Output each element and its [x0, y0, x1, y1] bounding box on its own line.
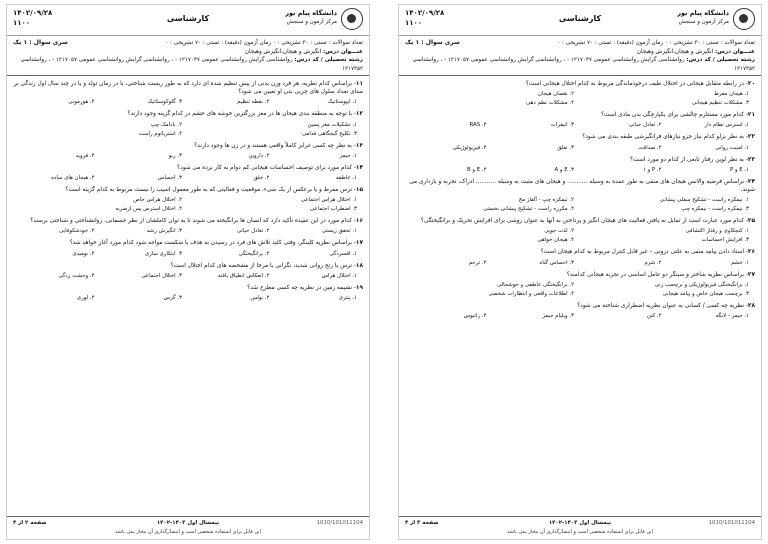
question-number: ۱۵	[355, 187, 363, 194]
question-text-line: ۱۹- نشیمه زمین در نظریه چه کسی مطرح شد؟	[247, 284, 363, 291]
answer-option[interactable]: ۱. هیجان مفرط	[713, 91, 749, 98]
answer-options	[405, 312, 755, 321]
university-name: دانشگاه پیام نور	[285, 9, 337, 17]
answer-option[interactable]: ۳. گرس	[163, 295, 182, 302]
question	[405, 80, 755, 108]
exam-date: ۱۴۰۲/۰۹/۲۸	[405, 9, 445, 17]
answer-options	[13, 196, 363, 214]
answer-options	[13, 227, 363, 236]
question-number: ۲۸	[747, 302, 755, 309]
answer-option[interactable]: ۲. تعادل حیاتی	[628, 122, 662, 129]
footer-code: 1010/101011104	[316, 520, 363, 526]
question-number: ۱۷	[355, 240, 363, 247]
answer-option[interactable]: ۴. نومیدی	[72, 250, 95, 257]
answer-option[interactable]: ۱. عاطفه	[335, 175, 357, 182]
question-text: کدام مورد برای توصیف احساسات هیجانی کم دوام به کار برده می شود؟	[177, 164, 352, 171]
answer-option[interactable]: ۴. استریاتوم راست	[138, 130, 182, 137]
question-number: ۲۳	[747, 156, 755, 163]
question-series: سری سوال : ۱ یک	[405, 39, 460, 46]
question-text: به نظر لوین رفتار تابعی از کدام دو مورد است؟	[630, 156, 744, 163]
answer-option[interactable]: ۴. فروید	[75, 152, 95, 159]
answer-option[interactable]: ۱. امنیت روانی	[715, 144, 749, 151]
answer-option[interactable]: ۲. خلق	[253, 175, 270, 182]
question	[405, 178, 755, 214]
answer-option[interactable]: ۴. هیجان خواهی	[537, 237, 574, 244]
answer-options	[405, 281, 755, 299]
question-text: نظریه چه کسی / کسانی به عنوان نظریه اضطراری شناخته می شود؟	[577, 302, 744, 309]
answer-options	[405, 227, 755, 245]
answer-option[interactable]: ۱. اختلال هراس اجتماعی	[300, 197, 357, 204]
answer-option[interactable]: ۲. لذت جویی	[544, 228, 574, 235]
question-text-line: ۲۴- براساس فرضیه والانس هیجان های منفی به طور عمده به وسیله ........... و هیجان های مثبت به وسیله ........... ادراک، تجربه و بازداری می شوند.	[409, 178, 755, 194]
exam-code-block	[13, 8, 52, 28]
answer-options	[405, 259, 755, 268]
answer-option[interactable]: ۳. تکلیح گیجگاهی قدامی	[301, 130, 357, 137]
question-number: ۲۲	[747, 134, 755, 141]
page-header	[7, 5, 369, 36]
answer-option[interactable]: ۲. بولس	[250, 295, 270, 302]
answer-option[interactable]: ۱. جیمز - لانگه	[715, 313, 749, 320]
degree-title: کارشناسی	[558, 14, 602, 23]
answer-option[interactable]: ۳. اتیقرات	[550, 122, 574, 129]
question-text-line: ۲۵- کدام مورد عبارت است از تمایل به یافتن فعالیت های هیجان انگیز و پرداختن به آنها به عنوان روشی برای افزایش تحریک و برانگیختگی؟	[420, 218, 755, 225]
answer-option[interactable]: ۳. نیمکره راست - نیمکره چپ	[681, 206, 749, 213]
copyright-note: این فایل برای استفاده شخصی است و انتشارگذاری آن مجاز نمی باشد	[507, 529, 653, 535]
term-label: نیمسال اول ۱۴۰۳-۱۴۰۲	[156, 520, 220, 526]
course-label: عنـــوان درس:	[322, 48, 363, 55]
answer-option[interactable]: ۱. خشم	[730, 259, 749, 266]
answer-option[interactable]: ۲. اختلال هراس خاص	[133, 197, 182, 204]
answer-options	[13, 250, 363, 259]
answer-option[interactable]: ۴. مشکلات نظم دهی	[526, 100, 574, 107]
answer-option[interactable]: ۴. لوری	[76, 295, 95, 302]
question-number: ۱۶	[355, 218, 363, 225]
question-text-line: ۱۵- ترس مفرط و یا برعکس از یک شیء، موقعیت و فعالیتی که به طور معمول اسیب زا نیست مربوط به کدام گزینه است؟	[65, 187, 363, 194]
question-text-line: ۱۲- با توجه به منطقه بندی هیجان ها در مغز بزرگترین خوشه های خشم در کدام گزینه وجود دارند؟	[127, 111, 363, 118]
exam-code-block	[405, 8, 444, 28]
question-text: استاد دادن پیامد منفی به علتی درونی – غیر قابل کنترل مربوط به کدام هیجان است؟	[540, 249, 744, 256]
question-number: ۲۱	[747, 112, 755, 119]
question-text: کدام مورد مستلزم چالشی برای یکپارچگی بدن مادی است؟	[601, 112, 744, 119]
question	[405, 217, 755, 245]
answer-options	[13, 174, 363, 183]
answer-option[interactable]: ۱. جیمز	[339, 152, 357, 159]
question-count-line: تعداد سوالات : تستی : ۳۰ تشریحی : ۰ زمان آزمون (دقیقه) : تستی : ۷۰ تشریحی : ۰	[165, 40, 363, 46]
question-text-line: ۱۴- کدام مورد برای توصیف احساسات هیجانی کم دوام به کار برده می شود؟	[177, 164, 363, 171]
question-number: ۱۲	[355, 111, 363, 118]
answer-option[interactable]: ۴. مکرره راست - تشکیح پیشانی نخستی	[483, 206, 574, 213]
answer-options	[405, 144, 755, 153]
answer-option[interactable]: ۴. راتبوس	[463, 313, 487, 320]
course-name: انگیزش و هیجان،انگیزش وهیجان	[244, 48, 322, 55]
term-label: نیمسال اول ۱۴۰۳-۱۴۰۲	[548, 520, 612, 526]
field-label: رشته تحصیلی / کد درس:	[294, 57, 363, 63]
answer-option[interactable]: ۳. احساس	[157, 175, 182, 182]
question-text-line: ۲۰- در رابطه متقابل هیجانی در اختلال طیف درخودماندگی مربوط به کدام اختلال هیجانی است؟	[525, 81, 755, 87]
exam-info	[399, 36, 761, 76]
answer-option[interactable]: ۲. انعکاس انطباق یافته	[217, 272, 270, 279]
answer-option[interactable]: ۲. صداقت	[638, 144, 662, 151]
answer-option[interactable]: ۲. برانگیختگی عاطفی و خوشحالی	[497, 281, 574, 288]
answer-option[interactable]: ۳. برچسب هیجان خاص و پیامد هیجانی	[662, 290, 749, 297]
question-text-line: ۱۶- کدام مورد در این عقیده تأکید دارد که انسان ها برانگیخته می شوند تا به توان کاملشان از نظر جسمانی، روانشناختی و شناختی برسند؟	[30, 218, 363, 225]
course-line	[13, 48, 363, 57]
page-number: صفحه ۲ از ۴	[13, 520, 47, 526]
answer-option[interactable]: ۴. اختلال استرس پس ازضربه	[115, 206, 182, 213]
answer-option[interactable]: ۳. اختلال اجتماعی	[141, 272, 182, 279]
question-text-line: ۲۳- به نظر لوین رفتار تابعی از کدام دو مورد است؟	[630, 156, 755, 163]
answer-option[interactable]: ۴. اطلاعات واقعی و انتظارات شخصی	[488, 290, 574, 297]
answer-options	[405, 166, 755, 175]
question-text-line: ۲۱- کدام مورد مستلزم چالشی برای یکپارچگی بدن مادی است؟	[601, 112, 755, 119]
answer-option[interactable]: ۳. E و A	[554, 166, 574, 173]
course-label: عنـــوان درس:	[714, 48, 755, 55]
answer-option[interactable]: ۲. P و ۱	[642, 166, 662, 173]
question-text-line: ۲۲- به نظر بزلو کدام نیاز جزو نیازهای فرانگیزشی طبقه بندی می شود؟	[582, 134, 755, 141]
answer-option[interactable]: ۳. گلوکوستاتیک	[147, 99, 182, 106]
exam-code: ۱۱۰۰	[13, 19, 31, 27]
question	[13, 80, 363, 107]
question-number: ۲۵	[747, 218, 755, 225]
question-count-line: تعداد سوالات : تستی : ۳۰ تشریحی : ۰ زمان آزمون (دقیقه) : تستی : ۷۰ تشریحی : ۰	[557, 40, 755, 46]
answer-option[interactable]: ۱. تحقق زیستی	[321, 228, 357, 235]
question-text: نشیمه زمین در نظریه چه کسی مطرح شد؟	[247, 284, 352, 291]
page-footer	[7, 516, 369, 539]
answer-option[interactable]: ۳. ریو	[168, 152, 182, 159]
question-number: ۱۱	[355, 81, 363, 87]
answer-option[interactable]: ۲. شرم	[644, 259, 662, 266]
answer-option[interactable]: ۴. خودشکوفایی	[59, 228, 95, 235]
question-list	[7, 76, 369, 303]
question-text-line: ۲۶- استاد دادن پیامد منفی به علتی درونی – غیر قابل کنترل مربوط به کدام هیجان است؟	[540, 249, 755, 256]
course-name: انگیزش و هیجان،انگیزش وهیجان	[636, 48, 714, 55]
question-number: ۱۳	[355, 142, 363, 149]
answer-option[interactable]: ۱. ایپوستاتیک	[327, 99, 357, 106]
course-line	[405, 48, 755, 57]
answer-option[interactable]: ۳. ابتکاری سازی	[144, 250, 182, 257]
question-text-line: ۱۱- براساس کدام نظریه، هر فرد وزن بدنی از پیش تنظیم شده ای دارد که به طور زیست شناختی، با در زمان تولد و یا در چند سال اول زندگی بر مبنای تعداد سلول های چربی بدن او تعیین می شود؟	[13, 81, 363, 96]
answer-options	[13, 121, 363, 139]
answer-option[interactable]: ۴. RAS	[469, 122, 487, 129]
answer-options	[13, 294, 363, 303]
question	[405, 133, 755, 152]
answer-option[interactable]: ۱. افسردگی	[329, 250, 357, 257]
question-list	[399, 76, 761, 321]
answer-option[interactable]: ۴. ترحم	[468, 259, 487, 266]
answer-option[interactable]: ۱. نیمکره راست - تشکیح سفلی پیشانی	[659, 197, 749, 204]
answer-option[interactable]: ۳. اضطراب اجتماعی	[309, 206, 357, 213]
answer-option[interactable]: ۲. نقطه تنظیم	[237, 99, 270, 106]
question	[13, 186, 363, 214]
question	[405, 302, 755, 321]
answer-option[interactable]: ۱. E و P	[729, 166, 749, 173]
question-number: ۲۶	[747, 249, 755, 256]
question-text: براساس نظریه کلینگر، وقتی کلید تلاش های فرد در رسیدن به هدف با شکست مواجه شود کدام مورد آغاز خواهد شد؟	[69, 240, 352, 247]
answer-option[interactable]: ۱. تشکیلات مغز پسین	[307, 121, 357, 128]
question-text: براساس نظریه شاختر و سینگر دو عامل اساسی در تجربه هیجانی کدامند؟	[566, 271, 744, 278]
field-name: روانشناسی گرایش روانشناسی عمومی ۱۲۱۷۰۴۷ - ، روانشناسی گرایش روانشناسی عمومی ۱۲۱۷۰۵۷ - ، روانشناسی ۱۲۱۷۳۵۲	[20, 57, 363, 72]
question	[13, 284, 363, 303]
question-text-line: ۱۸- ترس یا رنج روانی شدید، نگرانی یا مرخا از مشخصه های کدام اختلال است؟	[170, 262, 363, 269]
answer-option[interactable]: ۴. E و B	[467, 166, 487, 173]
answer-option[interactable]: ۴. فیزیولوژیکی	[452, 144, 487, 151]
question	[13, 262, 363, 281]
degree-title: کارشناسی	[166, 14, 210, 23]
question-text: براساس کدام نظریه، هر فرد وزن بدنی از پیش تنظیم شده ای دارد که به طور زیست شناختی، با در زمان تولد و یا در چند سال اول زندگی بر مبنای تعداد سلول های چربی بدن او تعیین می شود؟	[13, 81, 363, 96]
question	[405, 111, 755, 130]
question-series: سری سوال : ۱ یک	[13, 39, 68, 46]
question-text: ترس مفرط و یا برعکس از یک شیء، موقعیت و فعالیتی که به طور معمول اسیب زا نیست مربوط به کدام گزینه است؟	[65, 187, 352, 194]
answer-option[interactable]: ۴. وحشت زدگی	[58, 272, 95, 279]
question-text: براساس فرضیه والانس هیجان های منفی به طور عمده به وسیله ........... و هیجان های مثبت به وسیله ........... ادراک، تجربه و بازداری می شوند.	[409, 178, 755, 194]
answer-option[interactable]: ۲. داروین	[248, 152, 270, 159]
answer-option[interactable]: ۴. هورمونی	[68, 99, 95, 106]
page-number: صفحه ۳ از ۴	[405, 520, 439, 526]
question-text-line: ۲۷- براساس نظریه شاختر و سینگر دو عامل اساسی در تجربه هیجانی کدامند؟	[566, 271, 755, 278]
copyright-note: این فایل برای استفاده شخصی است و انتشارگذاری آن مجاز نمی باشد	[115, 529, 261, 535]
answer-option[interactable]: ۱. برانگیختگی فیزیولوژیکی و برچسب زنی	[654, 281, 749, 288]
question-text: با توجه به منطقه بندی هیجان ها در مغز بزرگترین خوشه های خشم در کدام گزینه وجود دارند؟	[127, 111, 352, 118]
answer-options	[405, 90, 755, 108]
question	[13, 164, 363, 183]
answer-option[interactable]: ۱. پنتری	[338, 295, 357, 302]
page-header	[399, 5, 761, 36]
question-number: ۲۴	[747, 178, 755, 185]
question-text-line: ۱۷- براساس نظریه کلینگر، وقتی کلید تلاش های فرد در رسیدن به هدف با شکست مواجه شود کدام مورد آغاز خواهد شد؟	[69, 240, 363, 247]
answer-option[interactable]: ۲. تعادل حیاتی	[236, 228, 270, 235]
answer-option[interactable]: ۱. استرس نظام دار	[704, 122, 749, 129]
question	[13, 110, 363, 138]
university-subtitle: مرکز آزمون و سنجش	[286, 19, 337, 25]
exam-date: ۱۴۰۲/۰۹/۲۸	[13, 9, 53, 17]
answer-option[interactable]: ۱. کنجکاوی و رفتار اکتشافی	[685, 228, 749, 235]
answer-option[interactable]: ۳. انگیزش رشد	[146, 228, 182, 235]
answer-option[interactable]: ۲. کنن	[646, 313, 662, 320]
answer-option[interactable]: ۲. برانگیختگی	[238, 250, 270, 257]
answer-option[interactable]: ۳. افزایش احساسات	[701, 237, 749, 244]
exam-code: ۱۱۰۰	[405, 19, 423, 27]
answer-option[interactable]: ۳. احساس گناه	[539, 259, 574, 266]
page-footer	[399, 516, 761, 539]
question	[13, 239, 363, 258]
question	[405, 248, 755, 267]
answer-option[interactable]: ۱. اختلال هراس	[321, 272, 357, 279]
question-number: ۱۹	[355, 284, 363, 291]
university-name: دانشگاه پیام نور	[677, 9, 729, 17]
question-text-line: ۲۸- نظریه چه کسی / کسانی به عنوان نظریه اضطراری شناخته می شود؟	[577, 302, 755, 309]
question	[405, 271, 755, 299]
question-text: در رابطه متقابل هیجانی در اختلال طیف درخودماندگی مربوط به کدام اختلال هیجانی است؟	[525, 81, 744, 87]
footer-code: 1010/101011104	[708, 520, 755, 526]
question-number: ۲۷	[747, 271, 755, 278]
answer-option[interactable]: ۴. هیجان های ساده	[51, 175, 95, 182]
question-text: به نظر بزلو کدام نیاز جزو نیازهای فرانگیزشی طبقه بندی می شود؟	[582, 134, 744, 141]
question-text: ترس یا رنج روانی شدید، نگرانی یا مرخا از مشخصه های کدام اختلال است؟	[170, 262, 352, 269]
answer-options	[405, 196, 755, 214]
answer-options	[13, 98, 363, 107]
question-number: ۱۴	[355, 164, 363, 171]
field-line	[13, 56, 363, 73]
question-text: کدام مورد عبارت است از تمایل به یافتن فعالیت های هیجان انگیز و پرداختن به آنها به عنوان روشی برای افزایش تحریک و برانگیختگی؟	[420, 218, 744, 225]
question-text: کدام مورد در این عقیده تأکید دارد که انسان ها برانگیخته می شوند تا به توان کاملشان از نظر جسمانی، روانشناختی و شناختی برسند؟	[30, 218, 352, 225]
answer-options	[13, 272, 363, 281]
exam-page-2	[6, 4, 370, 540]
question-number: ۲۰	[747, 81, 755, 87]
answer-option[interactable]: ۲. نقصان هیجان	[537, 91, 574, 98]
answer-option[interactable]: ۳. مشکلات تنظیم هیجانی	[691, 100, 749, 107]
answer-option[interactable]: ۳. تعلق	[557, 144, 574, 151]
answer-options	[405, 121, 755, 130]
university-subtitle: مرکز آزمون و سنجش	[678, 19, 729, 25]
answer-option[interactable]: ۲. بادامک چپ	[150, 121, 182, 128]
question-text: به نظر چه کسی غرایز کاملاً واقعی هستند و در زن ها وجود دارند؟	[194, 142, 352, 149]
question	[13, 217, 363, 236]
answer-option[interactable]: ۳. ویلیام جیمز	[542, 313, 574, 320]
question	[405, 156, 755, 175]
question	[13, 142, 363, 161]
field-label: رشته تحصیلی / کد درس:	[686, 57, 755, 63]
question-number: ۱۸	[355, 262, 363, 269]
exam-page-3	[398, 4, 762, 540]
field-line	[405, 56, 755, 73]
answer-option[interactable]: ۲. نیمکره چپ - آلفاز مخ	[518, 197, 574, 204]
field-name: روانشناسی گرایش روانشناسی عمومی ۱۲۱۷۰۴۷ - ، روانشناسی گرایش روانشناسی عمومی ۱۲۱۷۰۵۷ - ، روانشناسی ۱۲۱۷۳۵۲	[412, 57, 755, 72]
exam-info	[7, 36, 369, 76]
answer-options	[13, 152, 363, 161]
question-text-line: ۱۳- به نظر چه کسی غرایز کاملاً واقعی هستند و در زن ها وجود دارند؟	[194, 142, 363, 149]
